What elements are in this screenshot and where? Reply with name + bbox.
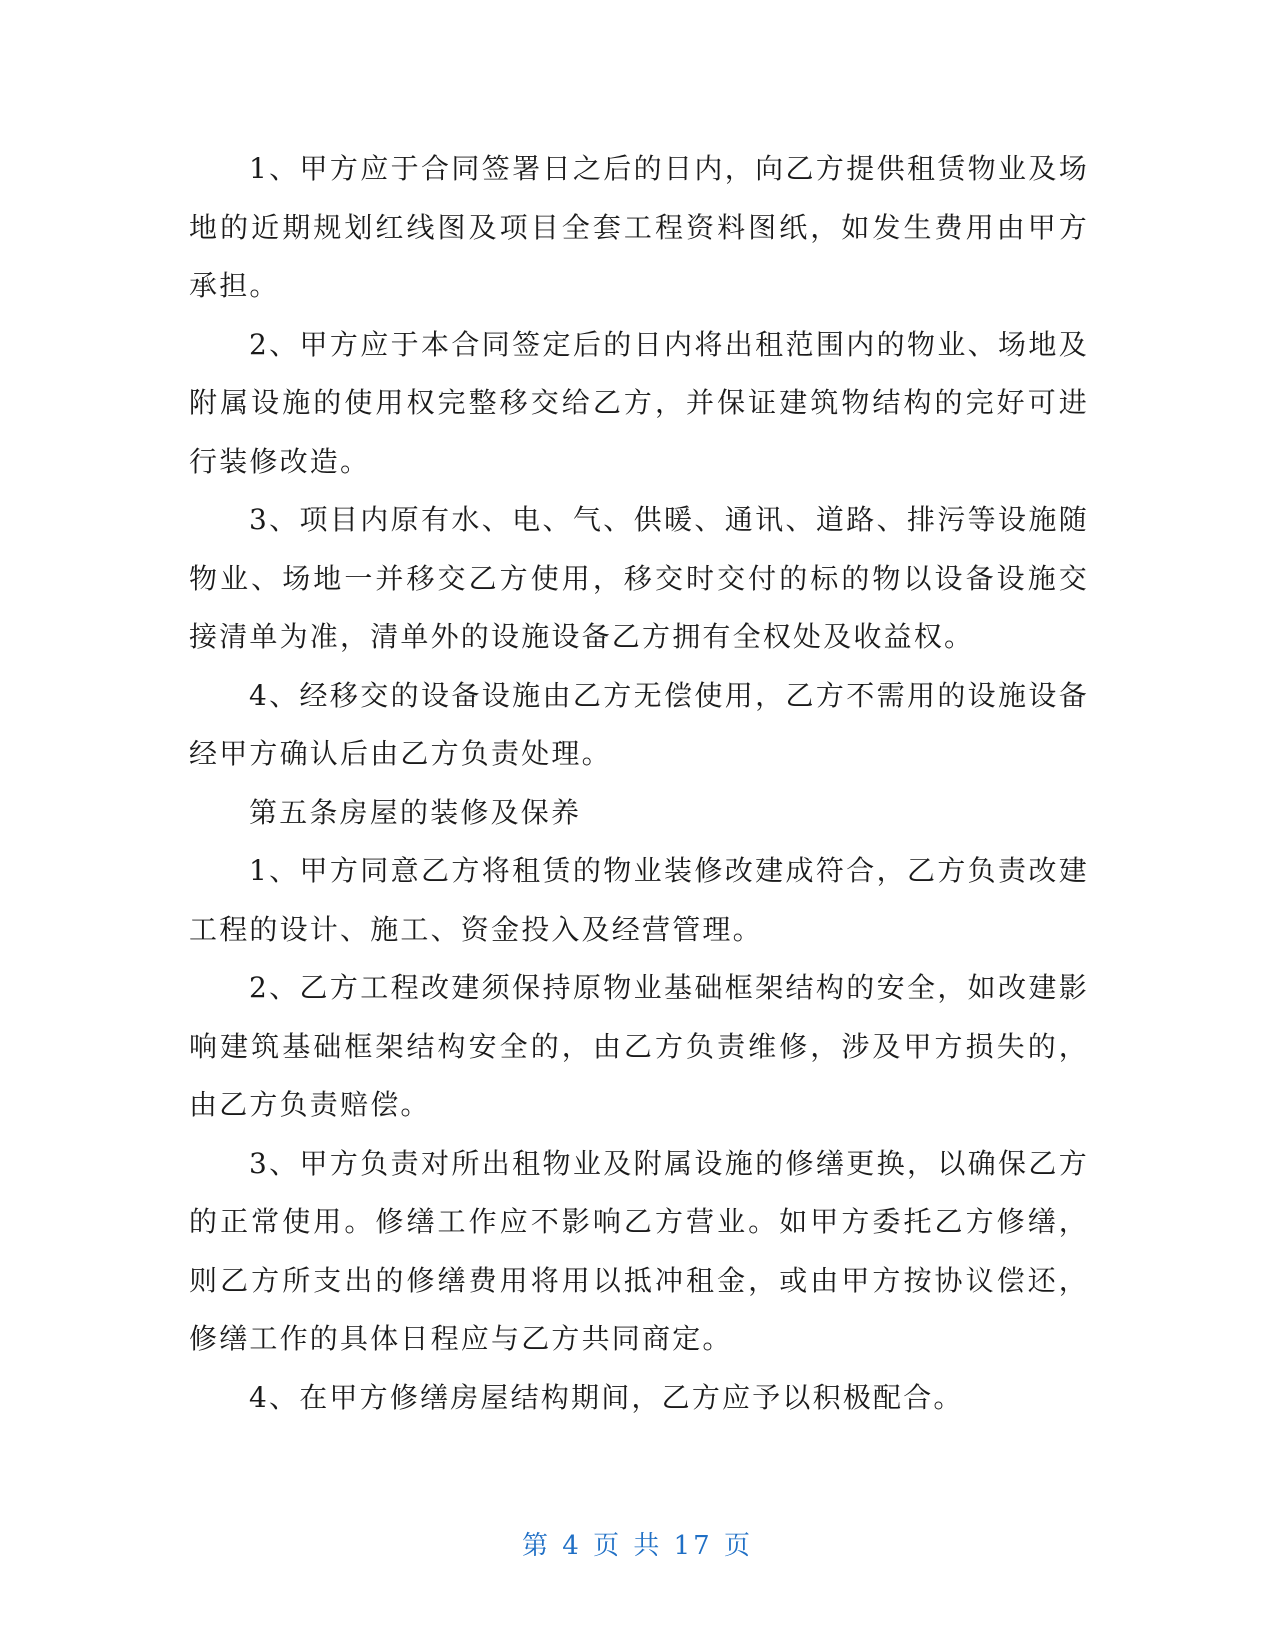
- section-heading: 第五条房屋的装修及保养: [249, 795, 582, 829]
- paragraph-4: 4、经移交的设备设施由乙方无偿使用，乙方不需用的设施设备经甲方确认后由乙方负责处理。: [189, 678, 1089, 770]
- page-number-footer: 第 4 页 共 17 页: [522, 1531, 753, 1561]
- paragraph-2: 2、甲方应于本合同签定后的日内将出租范围内的物业、场地及附属设施的使用权完整移交给乙方，并保证建筑物结构的完好可进行装修改造。: [189, 327, 1089, 478]
- paragraph-7: 3、甲方负责对所出租物业及附属设施的修缮更换，以确保乙方的正常使用。修缮工作应不影响乙方营业。如甲方委托乙方修缮，则乙方所支出的修缮费用将用以抵冲租金，或由甲方按协议偿还，修缮工作的具体日程应与乙方共同商定。: [189, 1146, 1089, 1355]
- paragraph-1: 1、甲方应于合同签署日之后的日内，向乙方提供租赁物业及场地的近期规划红线图及项目全套工程资料图纸，如发生费用由甲方承担。: [189, 152, 1089, 302]
- paragraph-3: 3、项目内原有水、电、气、供暖、通讯、道路、排污等设施随物业、场地一并移交乙方使用，移交时交付的标的物以设备设施交接清单为准，清单外的设施设备乙方拥有全权处及收益权。: [189, 503, 1089, 653]
- paragraph-8: 4、在甲方修缮房屋结构期间，乙方应予以积极配合。: [249, 1380, 964, 1414]
- document-body: [189, 140, 1089, 1427]
- paragraph-5: 1、甲方同意乙方将租赁的物业装修改建成符合，乙方负责改建工程的设计、施工、资金投入及经营管理。: [189, 854, 1089, 946]
- paragraph-6: 2、乙方工程改建须保持原物业基础框架结构的安全，如改建影响建筑基础框架结构安全的，由乙方负责维修，涉及甲方损失的，由乙方负责赔偿。: [189, 971, 1089, 1121]
